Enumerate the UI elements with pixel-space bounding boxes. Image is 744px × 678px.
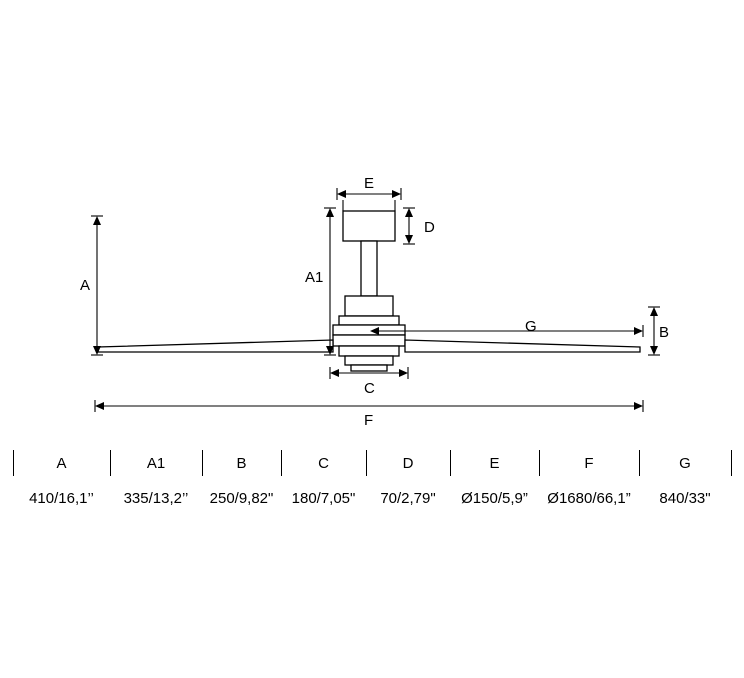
table-header-A: A bbox=[56, 455, 67, 472]
dimension-label-G: G bbox=[525, 318, 537, 335]
table-value-B: 250/9,82" bbox=[209, 490, 274, 507]
fan-motor-housing bbox=[333, 296, 405, 371]
table-header-A1: A1 bbox=[146, 455, 166, 472]
table-header-E: E bbox=[489, 455, 500, 472]
table-header-C: C bbox=[318, 455, 329, 472]
dimension-label-B: B bbox=[659, 324, 670, 341]
table-value-E: Ø150/5,9” bbox=[461, 490, 528, 507]
fan-blade-right bbox=[405, 340, 640, 352]
table-value-C: 180/7,05" bbox=[291, 490, 356, 507]
dimension-line-G bbox=[370, 325, 643, 337]
table-header-B: B bbox=[236, 455, 247, 472]
fan-blade-left bbox=[98, 340, 333, 352]
fan-downrod bbox=[361, 241, 377, 296]
dimension-table bbox=[0, 448, 744, 518]
table-value-A1: 335/13,2’’ bbox=[123, 490, 189, 507]
table-value-F: Ø1680/66,1” bbox=[547, 490, 631, 507]
dimension-label-E: E bbox=[364, 175, 375, 192]
dimension-line-D bbox=[403, 208, 415, 244]
table-value-A: 410/16,1’’ bbox=[29, 490, 94, 507]
table-value-G: 840/33" bbox=[659, 490, 711, 507]
table-value-D: 70/2,79" bbox=[380, 490, 436, 507]
dimension-label-A: A bbox=[80, 277, 91, 294]
dimension-label-F: F bbox=[364, 412, 374, 429]
table-header-D: D bbox=[402, 455, 414, 472]
fan-canopy bbox=[343, 211, 395, 241]
table-header-F: F bbox=[584, 455, 594, 472]
table-header-G: G bbox=[679, 455, 691, 472]
table-separator bbox=[731, 450, 732, 476]
dimension-label-A1: A1 bbox=[305, 269, 324, 286]
dimension-line-F bbox=[95, 400, 643, 412]
dimension-line-A bbox=[91, 216, 103, 355]
dimension-label-C: C bbox=[364, 380, 375, 397]
dimension-label-D: D bbox=[424, 219, 435, 236]
